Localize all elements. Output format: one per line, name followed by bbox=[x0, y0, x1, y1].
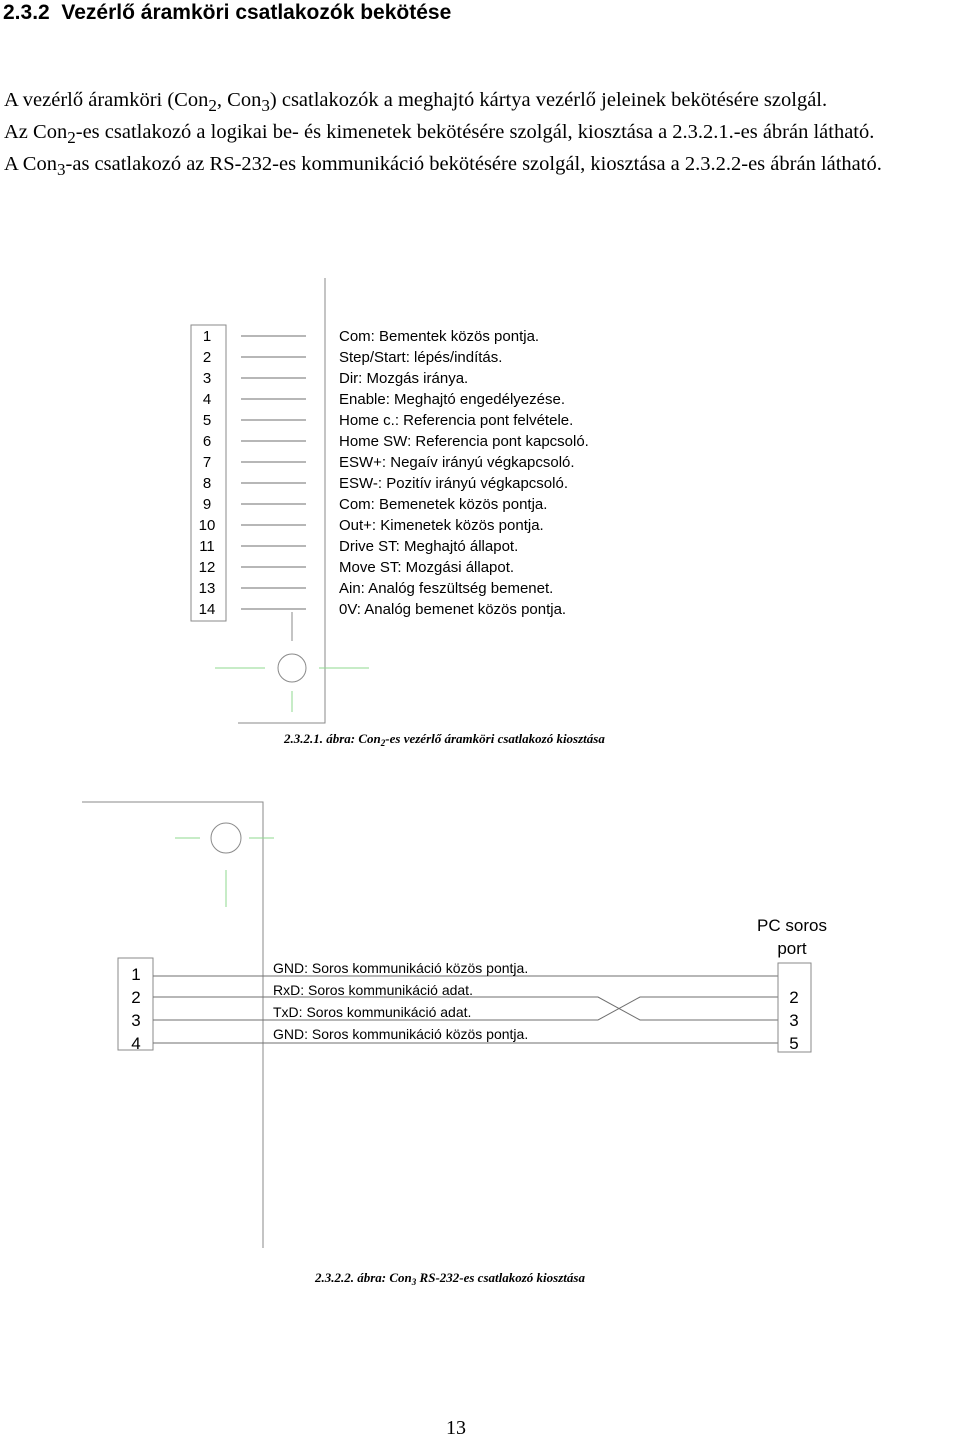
text-run: A Con bbox=[4, 153, 57, 176]
figure-caption: 2.3.2.1. ábra: Con$_2$-es vezérlő áramköri csatlakozó kiosztása bbox=[284, 731, 605, 748]
pin-description: Home c.: Referencia pont felvétele. bbox=[339, 412, 574, 429]
pc-pin-number: 3 bbox=[789, 1011, 799, 1030]
pin-description: RxD: Soros kommunikáció adat. bbox=[273, 982, 473, 998]
pin-number: 10 bbox=[198, 517, 216, 534]
pin-description: Home SW: Referencia pont kapcsoló. bbox=[339, 433, 589, 450]
board-outline bbox=[82, 802, 263, 1248]
pin-description: Ain: Analóg feszültség bemenet. bbox=[339, 580, 554, 597]
pin-number: 12 bbox=[198, 559, 216, 576]
pin-descriptions bbox=[339, 328, 589, 618]
subscript: 3 bbox=[56, 160, 66, 180]
pin-description: Com: Bemenetek közös pontja. bbox=[339, 496, 548, 513]
subscript: 2 bbox=[208, 96, 217, 116]
mounting-hole bbox=[175, 823, 274, 907]
pin-number: 6 bbox=[202, 433, 212, 450]
pin-number: 11 bbox=[199, 538, 215, 555]
pin-description: Com: Bementek közös pontja. bbox=[339, 328, 540, 345]
pin-number: 13 bbox=[198, 580, 216, 597]
pin-number: 5 bbox=[202, 412, 212, 429]
text-run: ) csatlakozók a meghajtó kártya vezérlő jeleinek bekötésére szolgál. bbox=[269, 89, 828, 111]
mounting-hole bbox=[215, 654, 369, 712]
pc-pin-number: 5 bbox=[789, 1034, 799, 1053]
figure-con3 bbox=[82, 802, 827, 1287]
pin-number: 2 bbox=[131, 988, 141, 1007]
figure-caption: 2.3.2.2. ábra: Con$_3$ RS-232-es csatlakozó kiosztása bbox=[315, 1270, 585, 1287]
board-outline bbox=[238, 278, 325, 723]
pin-description: GND: Soros kommunikáció közös pontja. bbox=[273, 960, 529, 976]
subscript: 3 bbox=[261, 96, 270, 116]
section-title: Vezérlő áramköri csatlakozók bekötése bbox=[61, 1, 452, 24]
figure-con2 bbox=[191, 278, 605, 748]
text-run: Az Con bbox=[4, 121, 68, 144]
pin-description: Dir: Mozgás iránya. bbox=[339, 370, 469, 387]
subscript: 2 bbox=[67, 128, 76, 148]
pin-number: 3 bbox=[202, 370, 212, 387]
pin-wires bbox=[241, 336, 306, 609]
pc-port-title-line1: PC soros bbox=[757, 916, 827, 935]
pin-number: 1 bbox=[202, 328, 212, 345]
pin-description: Out+: Kimenetek közös pontja. bbox=[339, 517, 544, 534]
pc-port-pin-numbers bbox=[789, 988, 798, 1053]
pin-description: GND: Soros kommunikáció közös pontja. bbox=[273, 1026, 529, 1042]
pin-number: 14 bbox=[198, 601, 216, 618]
mounting-hole-circle bbox=[278, 654, 306, 682]
pin-number: 7 bbox=[202, 454, 212, 471]
text-run: -as csatlakozó az RS-232-es kommunikáció bekötésére szolgál, kiosztása a 2.3.2.2-es ábrán látható. bbox=[65, 153, 882, 176]
pin-number: 9 bbox=[202, 496, 212, 513]
text-run: A vezérlő áramköri (Con bbox=[4, 89, 209, 111]
pin-description: Enable: Meghajtó engedélyezése. bbox=[339, 391, 565, 408]
pin-description: Step/Start: lépés/indítás. bbox=[339, 349, 503, 366]
page-number: 13 bbox=[446, 1417, 466, 1436]
pin-description: Drive ST: Meghajtó állapot. bbox=[339, 538, 519, 555]
pin-description: ESW+: Negaív irányú végkapcsoló. bbox=[339, 454, 575, 471]
text-run: -es csatlakozó a logikai be- és kimenetek bekötésére szolgál, kiosztása a 2.3.2.1.-es ábrán látható. bbox=[75, 121, 875, 144]
pin-number: 1 bbox=[131, 965, 141, 984]
pin-description: ESW-: Pozitív irányú végkapcsoló. bbox=[339, 475, 568, 492]
pin-descriptions bbox=[273, 960, 528, 1042]
pin-description: TxD: Soros kommunikáció adat. bbox=[273, 1004, 472, 1020]
pc-port-title-line2: port bbox=[777, 939, 807, 958]
pin-number: 4 bbox=[202, 391, 212, 408]
pin-number: 3 bbox=[131, 1011, 141, 1030]
mounting-hole-circle bbox=[211, 823, 241, 853]
pin-number: 4 bbox=[131, 1034, 141, 1053]
pin-number: 8 bbox=[202, 475, 212, 492]
text-run: , Con bbox=[216, 89, 262, 111]
section-number: 2.3.2 bbox=[3, 1, 50, 24]
pc-pin-number: 2 bbox=[789, 988, 799, 1007]
pin-description: 0V: Analóg bemenet közös pontja. bbox=[339, 601, 567, 618]
pin-description: Move ST: Mozgási állapot. bbox=[339, 559, 515, 576]
pin-number: 2 bbox=[202, 349, 212, 366]
